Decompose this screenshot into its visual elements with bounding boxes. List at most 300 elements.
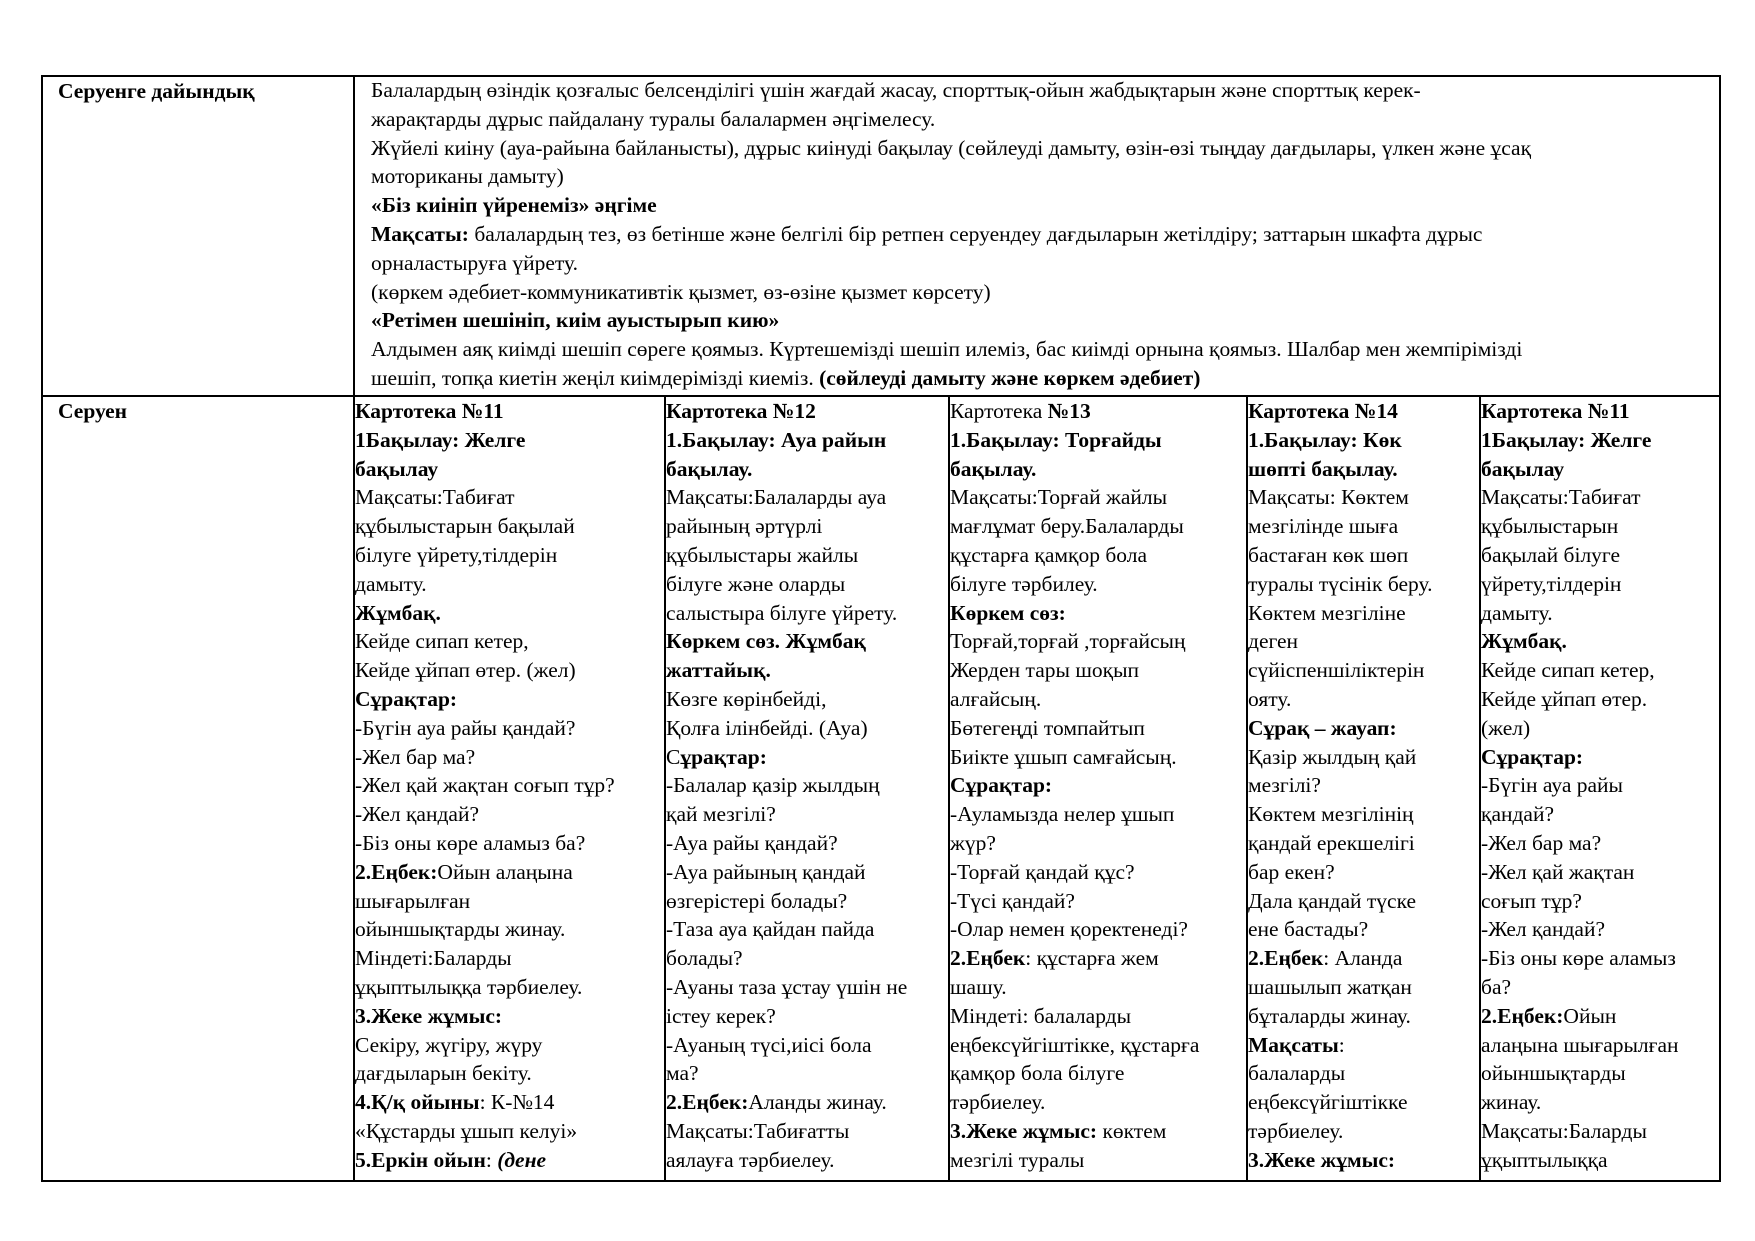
text-line — [355, 570, 662, 599]
text-line — [1481, 973, 1719, 1002]
text-line — [666, 570, 946, 599]
text-run: -Таза ауа қайдан пайда — [666, 917, 875, 942]
text-line — [666, 455, 946, 484]
text-run: №13 — [1047, 399, 1091, 423]
text-run: 2.Еңбек — [950, 946, 1026, 971]
text-line — [950, 570, 1244, 599]
text-run: аялауға тәрбиелеу. — [666, 1147, 835, 1172]
text-run: Секіру, жүгіру, жүру — [355, 1032, 543, 1057]
text-run: істеу керек? — [666, 1003, 776, 1028]
text-run: 2.Еңбек: — [1481, 1003, 1564, 1028]
walk-column-4 — [1248, 397, 1477, 1180]
text-run: Ойын алаңына — [437, 859, 573, 884]
text-run: білуге және оларды — [666, 571, 846, 596]
text-line — [666, 714, 946, 743]
text-run: : Аланда — [1323, 946, 1403, 971]
text-run: ұқыптылыққа тәрбиелеу. — [355, 974, 583, 999]
text-run: 2.Еңбек: — [355, 859, 438, 884]
text-line — [371, 191, 1717, 220]
text-run: Дала қандай түске — [1248, 888, 1417, 913]
text-run: (жел) — [1481, 715, 1531, 740]
text-run: туралы түсінік беру. — [1248, 571, 1433, 596]
text-run: 3.Жеке жұмыс: — [1248, 1147, 1396, 1172]
text-run: шығарылған — [355, 888, 471, 913]
text-line — [950, 685, 1244, 714]
text-line — [950, 1031, 1244, 1060]
text-run: Сұрақ – жауап: — [1248, 715, 1397, 740]
text-run: дағдыларын бекіту. — [355, 1061, 532, 1086]
text-run: салыстыра білуге үйрету. — [666, 600, 898, 625]
text-line — [1481, 541, 1719, 570]
text-run: Мақсаты:Балаларды ауа — [666, 485, 887, 510]
text-line — [355, 656, 662, 685]
text-run: Бөтегеңді томпайтып — [950, 715, 1145, 740]
text-run: 3.Жеке жұмыс: — [355, 1003, 503, 1028]
text-line — [371, 134, 1717, 163]
text-line — [666, 1002, 946, 1031]
text-run: «Біз киініп үйренеміз» әңгіме — [371, 193, 657, 218]
text-line — [355, 627, 662, 656]
text-run: Жүйелі киіну (ауа-райына байланысты), дұрыс киінуді бақылау (сөйлеуді дамыту, өзін-өзі тыңдау дағдылары, үлкен және ұсақ — [371, 135, 1532, 160]
text-run: Сұрақтар: — [950, 773, 1053, 798]
text-run: ойыншықтарды — [1481, 1061, 1626, 1086]
text-run: Мақсаты:Табиғат — [355, 485, 515, 510]
text-run: ба? — [1481, 974, 1512, 999]
text-run: : К-№14 — [479, 1090, 555, 1115]
text-line — [1248, 483, 1477, 512]
text-run: білуге тәрбилеу. — [950, 571, 1098, 596]
text-run: шешіп, топқа киетін жеңіл киімдерімізді киеміз. — [371, 365, 820, 390]
text-run: -Ауаны таза ұстау үшін не — [666, 974, 908, 999]
text-run: «Құстарды ұшып келуі» — [355, 1118, 578, 1143]
text-line — [1481, 426, 1719, 455]
text-run: Кейде ұйпап өтер. — [1481, 686, 1648, 711]
text-run: болады? — [666, 946, 743, 971]
text-line — [1248, 656, 1477, 685]
text-run: көктем — [1097, 1118, 1167, 1143]
text-line — [950, 1117, 1244, 1146]
text-line — [355, 915, 662, 944]
text-run: еңбексүйгіштікке, құстарға — [950, 1032, 1200, 1057]
text-run: -Жел қай жақтан соғып тұр? — [355, 773, 615, 798]
text-line — [666, 743, 946, 772]
text-run: Картотека №11 — [355, 399, 504, 423]
text-line — [666, 1031, 946, 1060]
text-line — [1248, 1088, 1477, 1117]
text-run: өзгерістері болады? — [666, 888, 848, 913]
text-line — [666, 685, 946, 714]
text-run: бақылау. — [666, 456, 753, 481]
text-run: райының әртүрлі — [666, 514, 823, 539]
text-run: ене бастады? — [1248, 917, 1369, 942]
text-run: -Жел қандай? — [1481, 917, 1606, 942]
text-run: жүр? — [950, 830, 996, 855]
text-line — [355, 714, 662, 743]
text-line — [1248, 1117, 1477, 1146]
text-run: Міндеті:Баларды — [355, 946, 512, 971]
text-run: -Олар немен қоректенеді? — [950, 917, 1188, 942]
walk-column-5 — [1481, 397, 1719, 1180]
text-run: құбылыстары жайлы — [666, 542, 859, 567]
text-run: Жерден тары шоқып — [950, 658, 1140, 683]
text-line — [371, 105, 1717, 134]
text-run: -Жел бар ма? — [355, 744, 476, 769]
text-run: орналастыруға үйрету. — [371, 250, 578, 275]
walk-column-1 — [355, 397, 662, 1180]
text-run: Мақсаты:Табиғат — [1481, 485, 1641, 510]
text-run: білуге үйрету,тілдерін — [355, 542, 558, 567]
text-run: Биікте ұшып самғайсың. — [950, 744, 1177, 769]
text-run: 5.Еркін ойын — [355, 1147, 486, 1172]
text-run: Кейде сипап кетер, — [1481, 658, 1655, 683]
text-line — [355, 455, 662, 484]
text-run: Көзге көрінбейді, — [666, 686, 827, 711]
text-run: Мақсаты — [1248, 1032, 1339, 1057]
text-line — [355, 858, 662, 887]
text-run: мағлұмат беру.Балаларды — [950, 514, 1184, 539]
text-run: Сұрақтар: — [355, 686, 458, 711]
text-line — [666, 483, 946, 512]
text-line — [1248, 800, 1477, 829]
text-run: қандай ерекшелігі — [1248, 830, 1415, 855]
text-line — [666, 1146, 946, 1175]
text-line — [355, 512, 662, 541]
row-label-walk: Серуен — [58, 399, 128, 423]
text-line — [355, 1146, 662, 1175]
text-line — [1248, 829, 1477, 858]
text-line — [355, 426, 662, 455]
text-run: ойыншықтарды жинау. — [355, 917, 566, 942]
text-line — [1481, 455, 1719, 484]
text-run: 3.Жеке жұмыс: — [950, 1118, 1098, 1143]
text-line — [1481, 1088, 1719, 1117]
text-run: -Торғай қандай құс? — [950, 859, 1135, 884]
text-line — [355, 541, 662, 570]
text-line — [950, 656, 1244, 685]
text-line — [355, 1117, 662, 1146]
text-line — [355, 599, 662, 628]
text-line — [355, 397, 662, 426]
text-line — [666, 627, 946, 656]
text-run: Кейде сипап кетер, — [355, 629, 529, 654]
text-line — [1481, 771, 1719, 800]
text-line — [1481, 829, 1719, 858]
text-run: 1.Бақылау: Ауа райын — [666, 427, 887, 452]
text-run: қандай? — [1481, 802, 1555, 827]
text-line — [950, 1002, 1244, 1031]
text-run: соғып тұр? — [1481, 888, 1582, 913]
text-run: ояту. — [1248, 686, 1292, 711]
text-line — [1248, 685, 1477, 714]
text-line — [1248, 1059, 1477, 1088]
text-line — [1248, 771, 1477, 800]
text-line — [950, 973, 1244, 1002]
text-run: 2.Еңбек: — [666, 1090, 749, 1115]
text-line — [666, 599, 946, 628]
text-line — [355, 944, 662, 973]
walk-column-2 — [666, 397, 946, 1180]
text-run: Мақсаты:Баларды — [1481, 1118, 1647, 1143]
text-line — [950, 627, 1244, 656]
text-run: бақылай білуге — [1481, 542, 1620, 567]
text-run: үйрету,тілдерін — [1481, 571, 1622, 596]
text-line — [371, 162, 1717, 191]
text-line — [371, 220, 1717, 249]
text-line — [666, 858, 946, 887]
text-run: Картотека — [950, 399, 1048, 423]
text-run: қамқор бола білуге — [950, 1061, 1125, 1086]
text-line — [1248, 397, 1477, 426]
text-run: бақылау — [355, 456, 439, 481]
text-line — [950, 944, 1244, 973]
text-run: Жұмбақ. — [1481, 629, 1567, 654]
text-run: бақылау. — [950, 456, 1037, 481]
text-run: 4.Қ/қ ойыны — [355, 1090, 480, 1115]
text-line — [1481, 1059, 1719, 1088]
text-run: Аланды жинау. — [748, 1090, 887, 1115]
text-run: құстарға қамқор бола — [950, 542, 1148, 567]
text-line — [1481, 656, 1719, 685]
text-run: шөпті бақылау. — [1248, 456, 1398, 481]
text-line — [355, 685, 662, 714]
text-line — [1248, 455, 1477, 484]
text-run: (сөйлеуді дамыту және көркем әдебиет) — [819, 365, 1201, 390]
text-line — [355, 887, 662, 916]
text-run: дамыту. — [1481, 600, 1553, 625]
text-run: -Бүгін ауа райы — [1481, 773, 1624, 798]
text-line — [355, 771, 662, 800]
text-line — [666, 541, 946, 570]
text-line — [950, 397, 1244, 426]
text-run: -Біз оны көре аламыз ба? — [355, 830, 586, 855]
preparation-text — [371, 76, 1717, 394]
text-line — [950, 455, 1244, 484]
text-run: Қолға ілінбейді. (Ауа) — [666, 715, 868, 740]
text-line — [1248, 714, 1477, 743]
text-line — [1248, 915, 1477, 944]
text-line — [950, 541, 1244, 570]
text-run: 2.Еңбек — [1248, 946, 1324, 971]
text-line — [355, 829, 662, 858]
text-run: шашылып жатқан — [1248, 974, 1412, 999]
text-line — [355, 1002, 662, 1031]
text-line — [950, 599, 1244, 628]
text-run: (көркем әдебиет-коммуникативтік қызмет, өз-өзіне қызмет көрсету) — [371, 279, 991, 304]
text-line — [1248, 627, 1477, 656]
text-line — [666, 973, 946, 1002]
text-line — [1248, 944, 1477, 973]
text-run: -Жел қай жақтан — [1481, 859, 1635, 884]
text-line — [666, 397, 946, 426]
text-run: Көктем мезгіліне — [1248, 600, 1406, 625]
text-line — [1481, 1002, 1719, 1031]
text-line — [1248, 1146, 1477, 1175]
text-line — [1481, 599, 1719, 628]
text-line — [371, 249, 1717, 278]
text-line — [355, 743, 662, 772]
text-line — [666, 426, 946, 455]
text-run: Алдымен аяқ киімді шешіп сөреге қоямыз. Күртешемізді шешіп илеміз, бас киімді орнына қоямыз. Шалбар мен жемпірімізді — [371, 337, 1523, 362]
text-line — [1248, 973, 1477, 1002]
text-run: 1.Бақылау: Көк — [1248, 427, 1402, 452]
text-line — [666, 887, 946, 916]
text-line — [1248, 541, 1477, 570]
text-run: -Балалар қазір жылдың — [666, 773, 880, 798]
text-line — [355, 483, 662, 512]
text-line — [950, 915, 1244, 944]
text-run: мезгілі туралы — [950, 1147, 1085, 1172]
text-line — [1248, 570, 1477, 599]
text-line — [1481, 1031, 1719, 1060]
text-line — [1248, 858, 1477, 887]
text-line — [666, 771, 946, 800]
text-line — [371, 364, 1717, 393]
text-run: жинау. — [1481, 1090, 1542, 1115]
text-run: тәрбиелеу. — [1248, 1118, 1344, 1143]
text-line — [355, 973, 662, 1002]
text-line — [1481, 915, 1719, 944]
text-line — [1248, 1002, 1477, 1031]
text-line — [1481, 397, 1719, 426]
text-line — [666, 829, 946, 858]
text-run: : — [485, 1147, 498, 1172]
text-run: бар екен? — [1248, 859, 1335, 884]
text-run: -Жел бар ма? — [1481, 830, 1602, 855]
text-run: (дене — [497, 1147, 547, 1172]
text-run: Көркем сөз: — [950, 600, 1066, 625]
text-run: қай мезгілі? — [666, 802, 776, 827]
text-line — [355, 1031, 662, 1060]
text-run: ұқыптылыққа — [1481, 1147, 1608, 1172]
text-line — [950, 887, 1244, 916]
text-run: ұрақтар: — [680, 744, 767, 769]
text-run: Ойын — [1563, 1003, 1617, 1028]
text-run: Кейде ұйпап өтер. (жел) — [355, 658, 576, 683]
text-line — [666, 512, 946, 541]
text-run: сүйіспеншіліктерін — [1248, 658, 1425, 683]
text-line — [371, 306, 1717, 335]
text-run: -Жел қандай? — [355, 802, 480, 827]
text-line — [666, 1117, 946, 1146]
text-run: балалардың тез, өз бетінше және белгілі бір ретпен серуендеу дағдыларын жетілдіру; заттарын шкафта дұрыс — [468, 221, 1483, 246]
text-run: Мақсаты:Торғай жайлы — [950, 485, 1168, 510]
text-run: мезгілі? — [1248, 773, 1321, 798]
text-run: 1.Бақылау: Торғайды — [950, 427, 1162, 452]
text-run: 1Бақылау: Желге — [1481, 427, 1652, 452]
text-run: Картотека №11 — [1481, 399, 1630, 423]
text-line — [1481, 858, 1719, 887]
text-run: ма? — [666, 1061, 699, 1086]
text-run: -Ауа райы қандай? — [666, 830, 838, 855]
text-line — [1481, 714, 1719, 743]
text-line — [666, 800, 946, 829]
text-run: : — [1338, 1032, 1345, 1057]
row-label-preparation: Серуенге дайындық — [58, 79, 255, 103]
text-run: Сұрақтар: — [1481, 744, 1584, 769]
text-run: шашу. — [950, 974, 1007, 999]
text-run: Балалардың өзіндік қозғалыс белсенділігі үшін жағдай жасау, спорттық-ойын жабдықтарын және спорттық керек- — [371, 78, 1421, 102]
text-line — [950, 800, 1244, 829]
text-run: моториканы дамыту) — [371, 164, 564, 189]
text-run: -Біз оны көре аламыз — [1481, 946, 1676, 971]
text-line — [1481, 512, 1719, 541]
text-line — [666, 1059, 946, 1088]
text-run: алғайсың. — [950, 686, 1042, 711]
text-run: Көркем сөз. Жұмбақ — [666, 629, 866, 654]
text-run: Картотека №12 — [666, 399, 816, 423]
text-run: Көктем мезгілінің — [1248, 802, 1414, 827]
plan-table — [41, 75, 1721, 1182]
text-line — [666, 944, 946, 973]
text-line — [950, 512, 1244, 541]
text-line — [666, 915, 946, 944]
text-run: Жұмбақ. — [355, 600, 441, 625]
text-line — [950, 858, 1244, 887]
text-line — [1248, 599, 1477, 628]
text-run: алаңына шығарылған — [1481, 1032, 1679, 1057]
text-run: жаттайық. — [666, 658, 771, 683]
text-line — [1481, 887, 1719, 916]
text-line — [1481, 1146, 1719, 1175]
text-line — [1481, 743, 1719, 772]
text-line — [1481, 1117, 1719, 1146]
text-run: бастаған көк шөп — [1248, 542, 1409, 567]
text-line — [666, 656, 946, 685]
walk-column-3 — [950, 397, 1244, 1180]
text-line — [1248, 426, 1477, 455]
text-line — [950, 714, 1244, 743]
text-line — [1248, 512, 1477, 541]
text-run: деген — [1248, 629, 1299, 654]
text-run: құбылыстарын — [1481, 514, 1619, 539]
text-line — [950, 483, 1244, 512]
text-run: құбылыстарын бақылай — [355, 514, 575, 539]
text-line — [1481, 627, 1719, 656]
text-run: Торғай,торғай ,торғайсың — [950, 629, 1186, 654]
text-line — [950, 829, 1244, 858]
text-line — [666, 1088, 946, 1117]
text-line — [371, 76, 1717, 105]
text-run: 1Бақылау: Желге — [355, 427, 526, 452]
text-line — [950, 743, 1244, 772]
text-line — [371, 335, 1717, 364]
text-run: : құстарға жем — [1025, 946, 1159, 971]
text-line — [1481, 570, 1719, 599]
text-line — [950, 1059, 1244, 1088]
text-run: «Ретімен шешініп, киім ауыстырып кию» — [371, 308, 780, 333]
text-run: Міндеті: балаларды — [950, 1003, 1132, 1028]
text-line — [355, 1088, 662, 1117]
text-line — [355, 800, 662, 829]
text-run: Қазір жылдың қай — [1248, 744, 1417, 769]
text-line — [355, 1059, 662, 1088]
text-line — [950, 1088, 1244, 1117]
text-line — [1481, 800, 1719, 829]
text-run: Мақсаты: — [371, 221, 469, 246]
text-line — [1248, 743, 1477, 772]
text-run: -Ауаның түсі,иісі бола — [666, 1032, 872, 1057]
text-run: балаларды — [1248, 1061, 1346, 1086]
text-line — [950, 426, 1244, 455]
text-run: еңбексүйгіштікке — [1248, 1090, 1408, 1115]
text-run: Мақсаты: Көктем — [1248, 485, 1409, 510]
text-run: Картотека №14 — [1248, 399, 1398, 423]
text-line — [1481, 685, 1719, 714]
text-line — [1481, 944, 1719, 973]
text-run: -Ауламызда нелер ұшып — [950, 802, 1175, 827]
text-run: тәрбиелеу. — [950, 1090, 1046, 1115]
text-run: Мақсаты:Табиғатты — [666, 1118, 850, 1143]
